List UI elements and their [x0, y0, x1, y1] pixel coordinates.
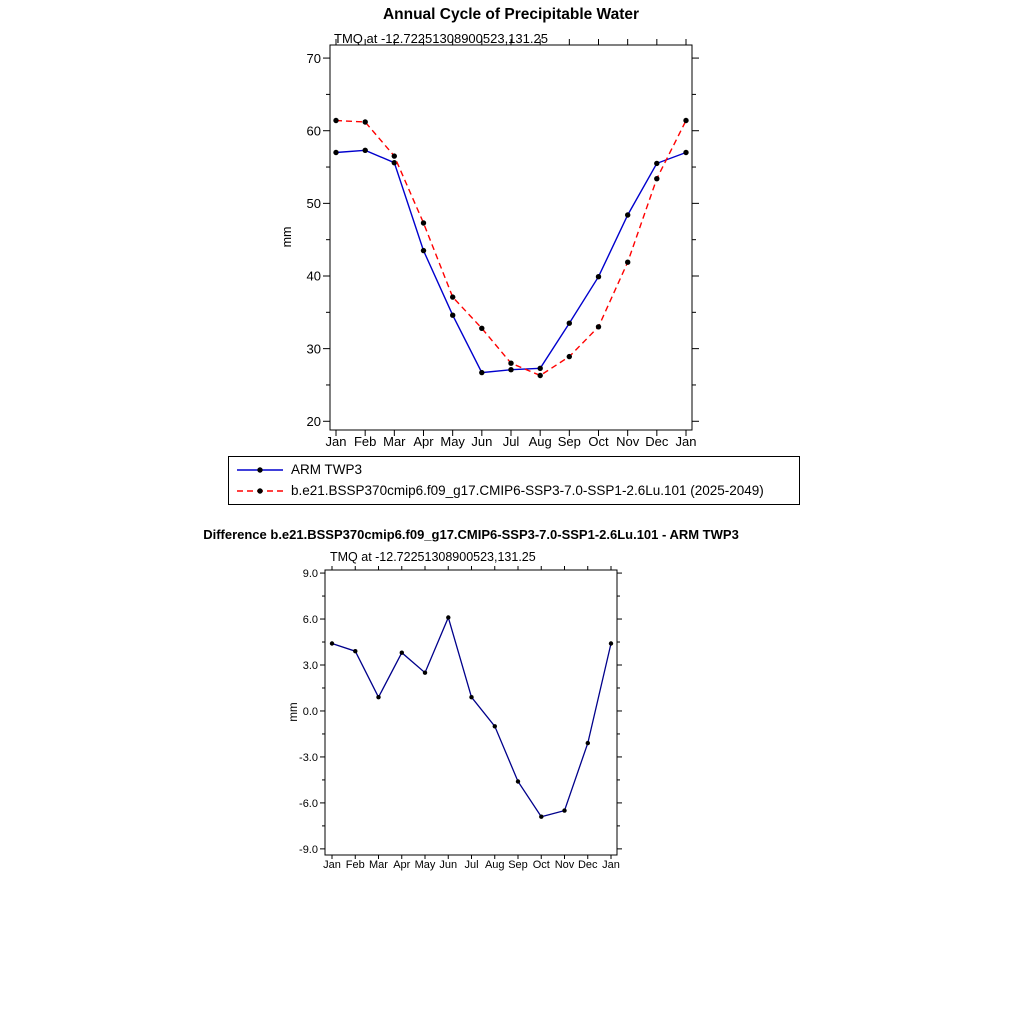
data-point-marker — [625, 260, 630, 265]
legend-line-sample-dashed — [236, 485, 284, 497]
legend-item-arm-twp3 — [236, 459, 799, 480]
data-point-marker — [683, 150, 688, 155]
x-tick-label: Apr — [413, 434, 434, 449]
data-point-marker — [508, 361, 513, 366]
x-tick-label: May — [440, 434, 465, 449]
data-point-marker — [333, 150, 338, 155]
legend-label-model-run: b.e21.BSSP370cmip6.f09_g17.CMIP6-SSP3-7.0-SSP1-2.6Lu.101 (2025-2049) — [291, 483, 764, 498]
data-point-marker — [333, 118, 338, 123]
x-tick-label: May — [414, 859, 436, 871]
data-point-marker — [363, 119, 368, 124]
x-tick-label: Feb — [345, 859, 365, 871]
data-point-marker — [392, 153, 397, 158]
y-tick-label: 6.0 — [302, 613, 318, 626]
top-chart-title: Annual Cycle of Precipitable Water — [382, 6, 640, 23]
top-chart-y-axis-label: mm — [280, 226, 294, 248]
legend — [228, 456, 800, 505]
top-chart-subtitle: TMQ at -12.72251308900523,131.25 — [334, 31, 548, 46]
data-point-marker — [538, 366, 543, 371]
y-tick-label: 60 — [306, 123, 321, 139]
series-difference — [330, 615, 613, 819]
data-point-marker — [330, 641, 334, 645]
x-tick-label: Mar — [369, 859, 388, 871]
plot-frame — [325, 570, 617, 855]
x-tick-label: Jan — [323, 859, 341, 871]
data-point-marker — [446, 615, 450, 619]
data-point-marker — [421, 248, 426, 253]
data-point-marker — [450, 294, 455, 299]
x-tick-label: Jul — [502, 434, 520, 449]
x-tick-label: Oct — [588, 434, 609, 449]
x-tick-label: Feb — [353, 434, 377, 449]
x-tick-label: Mar — [383, 434, 406, 449]
data-point-marker — [450, 313, 455, 318]
x-tick-label: Jul — [464, 859, 479, 871]
y-tick-label: -3.0 — [299, 751, 318, 764]
x-tick-label: Jan — [602, 859, 620, 871]
x-tick-label: Dec — [577, 859, 598, 871]
x-tick-label: Jan — [325, 434, 347, 449]
axis-ticks — [323, 39, 699, 436]
data-point-marker — [683, 118, 688, 123]
x-tick-label: Nov — [616, 434, 640, 449]
x-tick-label: Apr — [393, 859, 411, 871]
x-tick-label: Jan — [675, 434, 697, 449]
data-point-marker — [508, 367, 513, 372]
series-line — [336, 121, 686, 376]
series-line — [336, 150, 686, 372]
series-b-e21-bssp370cmip6-f09-g17-cmip6-ssp3-7- — [333, 118, 688, 378]
y-tick-label: 70 — [306, 50, 321, 66]
axis-ticks — [320, 566, 622, 859]
axis-tick-labels — [299, 568, 620, 871]
difference-chart-subtitle: TMQ at -12.72251308900523,131.25 — [330, 550, 536, 564]
data-point-marker — [400, 651, 404, 655]
data-point-marker — [567, 321, 572, 326]
data-point-marker — [516, 779, 520, 783]
data-point-marker — [562, 808, 566, 812]
y-tick-label: 20 — [306, 413, 321, 429]
y-tick-label: 0.0 — [302, 705, 318, 718]
data-point-marker — [539, 815, 543, 819]
y-tick-label: 30 — [306, 341, 321, 357]
data-point-marker — [586, 741, 590, 745]
data-point-marker — [567, 354, 572, 359]
data-point-marker — [469, 695, 473, 699]
data-point-marker — [596, 324, 601, 329]
data-point-marker — [392, 160, 397, 165]
legend-item-model-run — [236, 480, 799, 501]
series-arm-twp3 — [333, 148, 688, 376]
y-tick-label: 40 — [306, 268, 321, 284]
data-point-marker — [538, 373, 543, 378]
legend-marker-dot — [257, 488, 262, 493]
data-point-marker — [363, 148, 368, 153]
data-point-marker — [421, 220, 426, 225]
data-point-marker — [493, 724, 497, 728]
legend-line-sample-solid — [236, 464, 284, 476]
data-point-marker — [596, 274, 601, 279]
data-point-marker — [654, 176, 659, 181]
x-tick-label: Sep — [557, 434, 581, 449]
data-point-marker — [625, 212, 630, 217]
y-tick-label: 9.0 — [302, 568, 318, 581]
x-tick-label: Jun — [439, 859, 458, 871]
difference-chart — [299, 566, 622, 871]
x-tick-label: Nov — [554, 859, 575, 871]
x-tick-label: Aug — [528, 434, 552, 449]
difference-chart-title: Difference b.e21.BSSP370cmip6.f09_g17.CMIP6-SSP3-7.0-SSP1-2.6Lu.101 - ARM TWP3 — [203, 527, 739, 542]
x-tick-label: Dec — [645, 434, 669, 449]
series-line — [332, 618, 611, 817]
data-point-marker — [654, 161, 659, 166]
y-tick-label: -6.0 — [299, 797, 318, 810]
legend-label-arm-twp3: ARM TWP3 — [291, 462, 363, 477]
data-point-marker — [423, 671, 427, 675]
top-chart — [307, 39, 699, 449]
y-tick-label: -9.0 — [299, 843, 318, 856]
data-point-marker — [479, 370, 484, 375]
x-tick-label: Jun — [471, 434, 493, 449]
difference-chart-y-axis-label: mm — [288, 702, 300, 722]
y-tick-label: 50 — [306, 196, 321, 212]
x-tick-label: Aug — [484, 859, 505, 871]
data-point-marker — [376, 695, 380, 699]
x-tick-label: Oct — [532, 859, 550, 871]
data-point-marker — [609, 641, 613, 645]
y-tick-label: 3.0 — [302, 659, 318, 672]
data-point-marker — [353, 649, 357, 653]
data-point-marker — [479, 326, 484, 331]
x-tick-label: Sep — [508, 859, 528, 871]
legend-marker-dot — [257, 467, 262, 472]
axis-tick-labels — [307, 51, 697, 449]
